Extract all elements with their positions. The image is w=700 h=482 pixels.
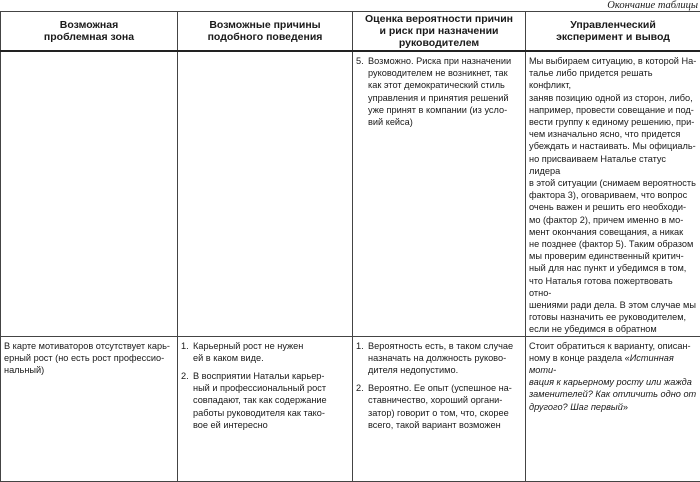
item-text: Возможно. Риска при назначении руководителем не возникнет, так как этот демократический стиль управления и принятия решений уже принят в компании (из усло- вий кейса) bbox=[368, 55, 522, 128]
table-row bbox=[1, 51, 700, 336]
table-caption: Окончание таблицы bbox=[607, 0, 698, 11]
data-table bbox=[0, 11, 700, 482]
header-problem-zone: Возможная проблемная зона bbox=[1, 12, 178, 52]
header-experiment-conclusion: Управленческий эксперимент и вывод bbox=[526, 12, 700, 52]
cell-experiment bbox=[526, 51, 700, 336]
experiment-text-end: » bbox=[623, 402, 628, 412]
cell-risk bbox=[353, 51, 526, 336]
problem-zone-text: В карте мотиваторов отсутствует карь- ерный рост (но есть рост профессио- нальный) bbox=[4, 340, 174, 377]
header-row bbox=[1, 12, 700, 52]
header-possible-causes: Возможные причины подобного поведения bbox=[178, 12, 353, 52]
header-risk-assessment: Оценка вероятности причин и риск при назначении руководителем bbox=[353, 12, 526, 52]
list-item bbox=[356, 340, 522, 377]
cell-empty bbox=[178, 51, 353, 336]
item-number: 5. bbox=[356, 55, 368, 128]
table-row bbox=[1, 336, 700, 481]
cell-problem-zone bbox=[1, 336, 178, 481]
list-item bbox=[356, 382, 522, 431]
item-number: 2. bbox=[181, 370, 193, 431]
item-number: 2. bbox=[356, 382, 368, 431]
list-item bbox=[181, 340, 349, 364]
experiment-text-start: Стоит обратиться к варианту, описан- ному в конце раздела « bbox=[529, 341, 691, 363]
cell-empty bbox=[1, 51, 178, 336]
cell-experiment bbox=[526, 336, 700, 481]
cell-causes bbox=[178, 336, 353, 481]
item-number: 1. bbox=[181, 340, 193, 364]
cell-risk bbox=[353, 336, 526, 481]
experiment-text-italic: Истинная моти- вация к карьерному росту или жажда заменителей? Как отличить одно от другого? Шаг первый bbox=[529, 353, 696, 412]
item-text: Карьерный рост не нужен ей в каком виде. bbox=[193, 340, 349, 364]
item-text: Вероятность есть, в таком случае назначать на должность руково- дителя недопустимо. bbox=[368, 340, 522, 377]
item-text: Вероятно. Ее опыт (успешное на- ставничество, хороший органи- затор) говорит о том, что, скорее всего, такой вариант возможен bbox=[368, 382, 522, 431]
list-item bbox=[181, 370, 349, 431]
list-item bbox=[356, 55, 522, 128]
experiment-text: Мы выбираем ситуацию, в которой На- талье либо придется решать конфликт, заняв позицию одной из сторон, либо, например, провести совещание и под- вести группу к единому решению, при- чем изначально ясно, что придется убеждать и настаивать. Мы официаль- но присваиваем Наталье статус лидера в этой ситуации (снимаем вероятность фактора 3), оговариваем, что вопрос очень важен и решить его необходи- мо (фактор 2), причем именно в мо- мент окончания совещания, а никак не позднее (фактор 5). Таким образом мы проверим единственный критич- ный для нас пункт и убедимся в том, что Наталья готова пожертвовать отно- шениями ради дела. В этом случае мы готовы назначить ее руководителем, если не убедимся в обратном bbox=[529, 55, 697, 336]
item-number: 1. bbox=[356, 340, 368, 377]
item-text: В восприятии Натальи карьер- ный и профессиональный рост совпадают, так как содержание работы руководителя как тако- вое ей интересно bbox=[193, 370, 349, 431]
